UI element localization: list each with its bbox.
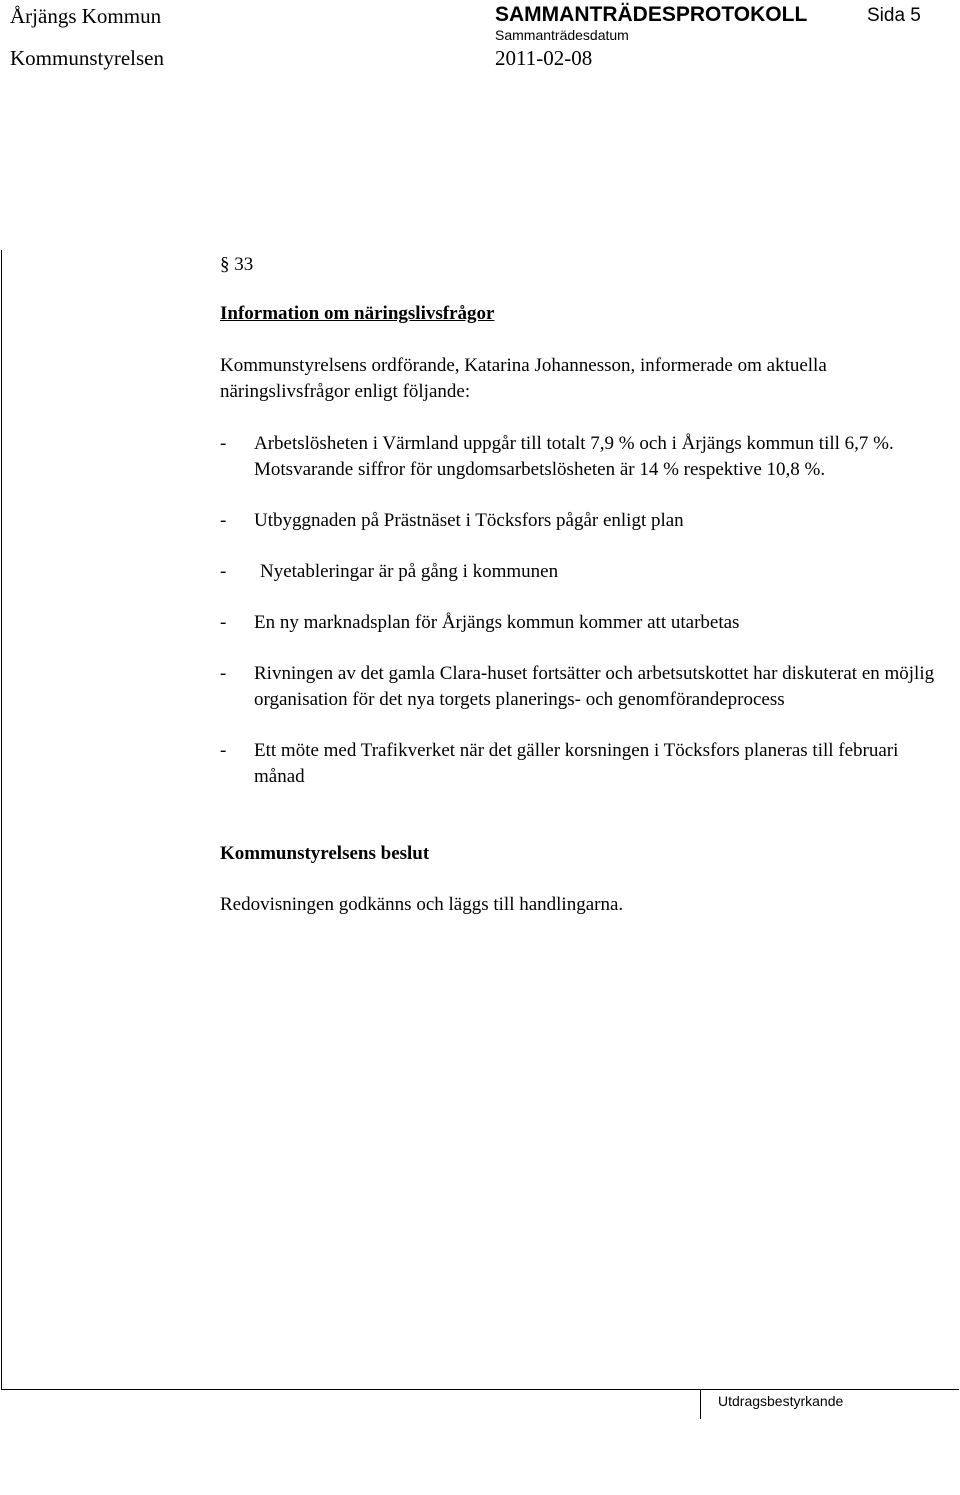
information-list: [220, 431, 945, 790]
page-number: Sida 5: [867, 5, 921, 26]
decision-heading: Kommunstyrelsens beslut: [220, 843, 430, 864]
list-item: [220, 559, 945, 585]
document-title: SAMMANTRÄDESPROTOKOLL: [495, 3, 808, 26]
list-dash: -: [220, 663, 227, 684]
list-item: [220, 661, 945, 713]
bottom-rule: [1, 1389, 959, 1390]
list-item-text: Rivningen av det gamla Clara-huset fortsätter och arbetsutskottet har diskuterat en möjlig organisation för det nya torgets planerings- och genomförandeprocess: [254, 663, 935, 710]
intro-paragraph: Kommunstyrelsens ordförande, Katarina Johannesson, informerade om aktuella näringslivsfrågor enligt följande:: [220, 355, 827, 402]
decision-text: Redovisningen godkänns och läggs till handlingarna.: [220, 894, 624, 915]
body-name: Kommunstyrelsen: [10, 46, 164, 70]
left-margin-rule: [1, 250, 2, 1390]
certification-box-divider: [700, 1389, 701, 1419]
list-item-text: Arbetslösheten i Värmland uppgår till totalt 7,9 % och i Årjängs kommun till 6,7 %. Motsvarande siffror för ungdomsarbetslösheten är 14 % respektive 10,8 %.: [254, 433, 894, 480]
meeting-date-label: Sammanträdesdatum: [495, 27, 629, 43]
paragraph-number: § 33: [220, 254, 254, 275]
list-dash: -: [220, 433, 227, 454]
meeting-date: 2011-02-08: [495, 46, 593, 70]
list-item: [220, 431, 945, 483]
list-item-text: Ett möte med Trafikverket när det gäller korsningen i Töcksfors planeras till februari månad: [254, 740, 899, 787]
list-item-text: Nyetableringar är på gång i kommunen: [260, 561, 559, 582]
list-item: [220, 610, 945, 636]
list-dash: -: [220, 740, 227, 761]
list-item-text: En ny marknadsplan för Årjängs kommun kommer att utarbetas: [254, 612, 740, 633]
protocol-section: [220, 252, 945, 918]
list-dash: -: [220, 612, 227, 633]
list-dash: -: [220, 510, 227, 531]
list-item-text: Utbyggnaden på Prästnäset i Töcksfors pågår enligt plan: [254, 510, 684, 531]
organization-name: Årjängs Kommun: [10, 4, 162, 28]
list-dash: -: [220, 561, 227, 582]
list-item: [220, 738, 945, 790]
section-heading: Information om näringslivsfrågor: [220, 303, 495, 324]
certification-label: Utdragsbestyrkande: [718, 1393, 844, 1409]
list-item: [220, 508, 945, 534]
